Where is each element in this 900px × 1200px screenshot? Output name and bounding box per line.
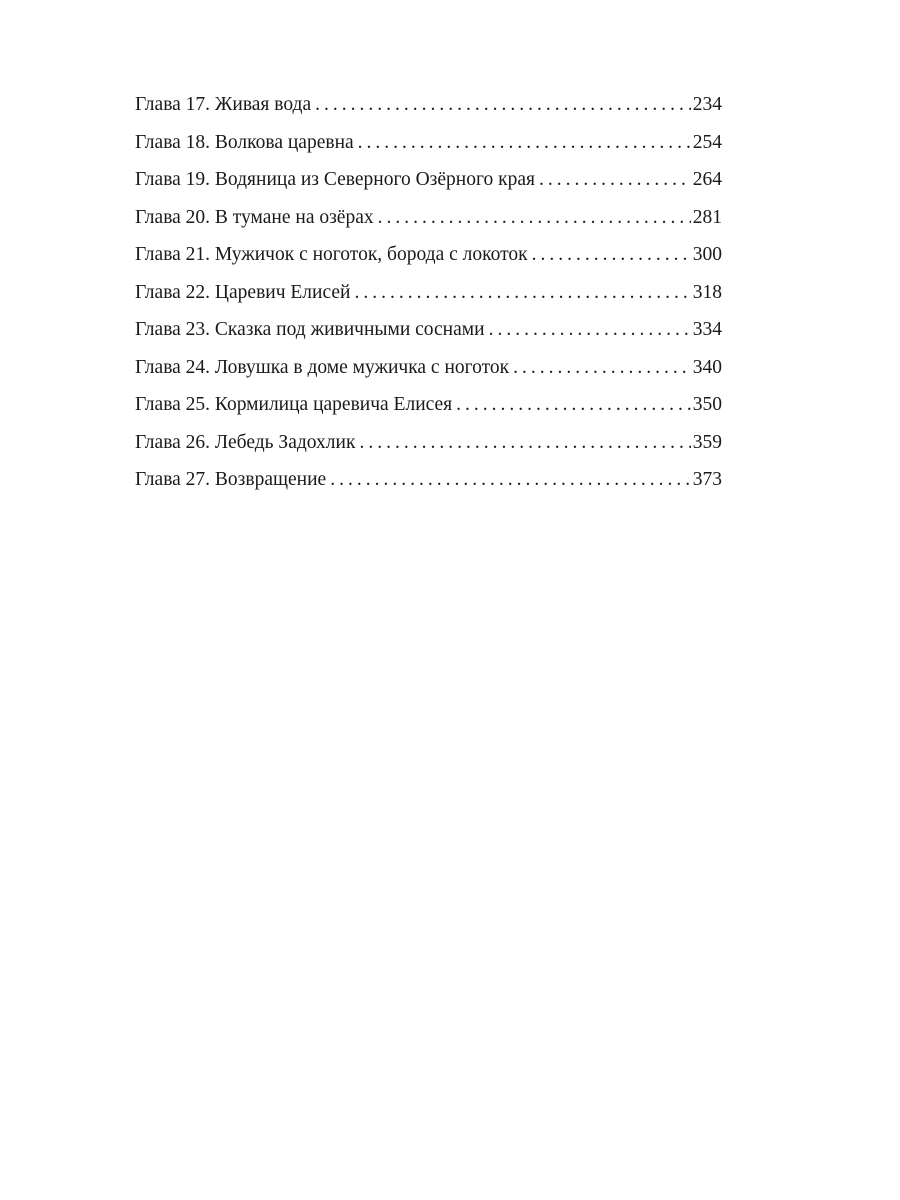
toc-entry-title: Глава 19. Водяница из Северного Озёрного края bbox=[135, 169, 535, 190]
toc-entry-page: 300 bbox=[692, 244, 722, 265]
toc-entry-title: Глава 23. Сказка под живичными соснами bbox=[135, 319, 485, 340]
dot-leader bbox=[513, 349, 691, 387]
toc-entry-page: 254 bbox=[692, 131, 722, 153]
dot-leader bbox=[489, 311, 691, 349]
toc-entry-title: Глава 25. Кормилица царевича Елисея bbox=[135, 394, 453, 415]
table-of-contents bbox=[135, 86, 722, 499]
toc-entry-page: 334 bbox=[692, 319, 722, 340]
toc-entry-page: 318 bbox=[692, 281, 722, 303]
toc-entry-title: Глава 22. Царевич Елисей bbox=[135, 281, 351, 303]
toc-entry-title: Глава 27. Возвращение bbox=[135, 469, 327, 490]
dot-leader bbox=[330, 461, 691, 499]
toc-entry-page: 340 bbox=[692, 356, 722, 378]
toc-entry-page: 264 bbox=[692, 169, 722, 190]
toc-entry-chapter-22 bbox=[135, 274, 722, 312]
toc-entry-chapter-20 bbox=[135, 199, 722, 237]
toc-entry-chapter-19 bbox=[135, 161, 722, 199]
toc-entry-chapter-24 bbox=[135, 349, 722, 387]
toc-entry-chapter-25 bbox=[135, 386, 722, 424]
toc-entry-page: 373 bbox=[692, 469, 722, 490]
toc-entry-title: Глава 21. Мужичок с ноготок, борода с локоток bbox=[135, 244, 528, 265]
toc-entry-page: 359 bbox=[692, 431, 722, 453]
toc-entry-chapter-26 bbox=[135, 424, 722, 462]
toc-entry-chapter-23 bbox=[135, 311, 722, 349]
toc-entry-page: 234 bbox=[692, 94, 722, 115]
dot-leader bbox=[378, 199, 691, 237]
toc-entry-title: Глава 26. Лебедь Задохлик bbox=[135, 431, 356, 453]
toc-entry-title: Глава 18. Волкова царевна bbox=[135, 131, 354, 153]
dot-leader bbox=[359, 424, 690, 462]
toc-entry-chapter-27 bbox=[135, 461, 722, 499]
toc-entry-chapter-17 bbox=[135, 86, 722, 124]
dot-leader bbox=[456, 386, 691, 424]
dot-leader bbox=[358, 124, 691, 162]
toc-entry-chapter-18 bbox=[135, 124, 722, 162]
toc-entry-chapter-21 bbox=[135, 236, 722, 274]
toc-entry-page: 350 bbox=[692, 394, 722, 415]
toc-entry-title: Глава 24. Ловушка в доме мужичка с ноготок bbox=[135, 356, 510, 378]
dot-leader bbox=[354, 274, 690, 312]
dot-leader bbox=[532, 236, 691, 274]
dot-leader bbox=[539, 161, 691, 199]
toc-entry-page: 281 bbox=[692, 206, 722, 228]
toc-entry-title: Глава 17. Живая вода bbox=[135, 94, 312, 115]
dot-leader bbox=[315, 86, 691, 124]
toc-entry-title: Глава 20. В тумане на озёрах bbox=[135, 206, 374, 228]
